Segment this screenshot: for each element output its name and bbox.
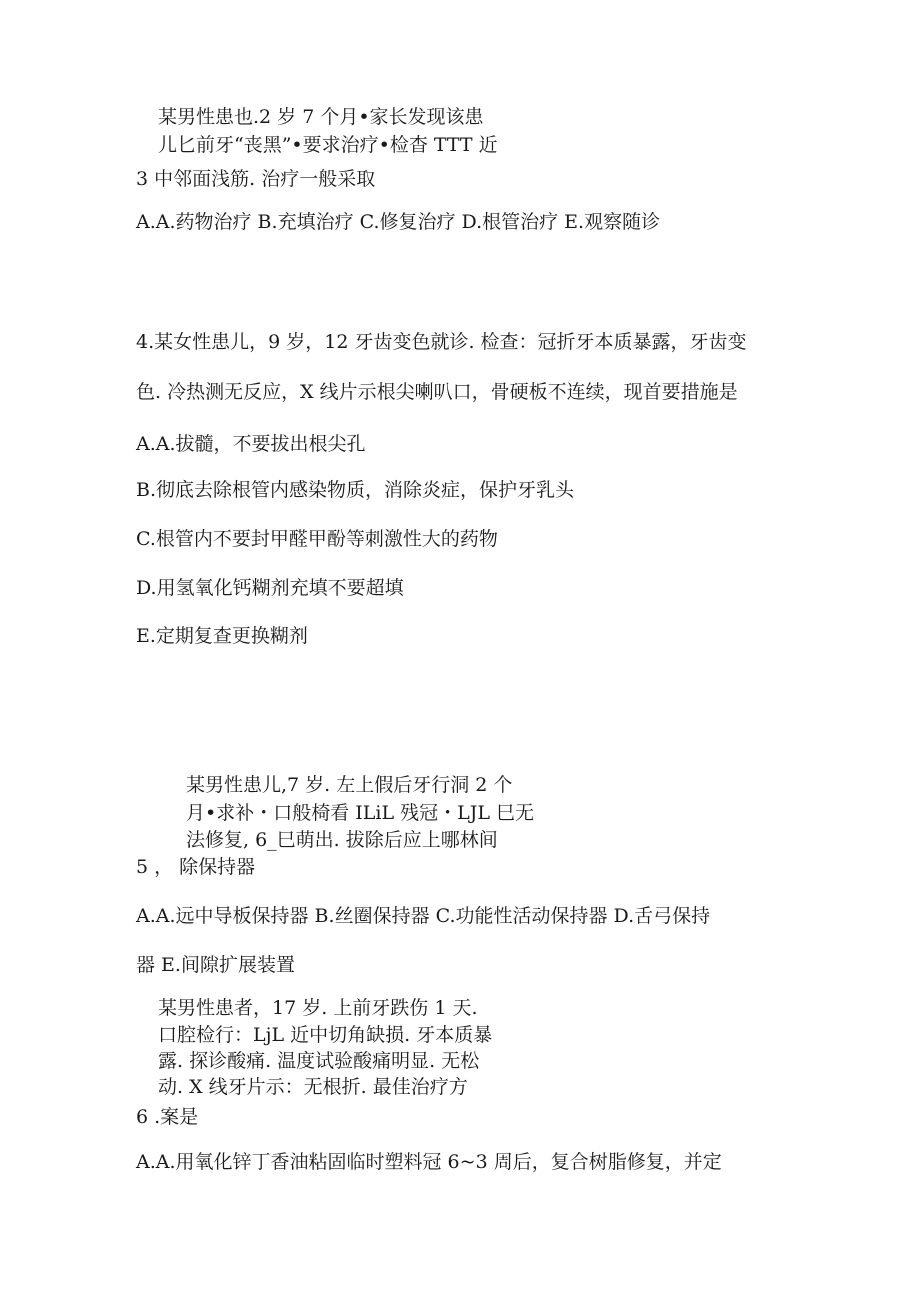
q4-option-c: C.根管内不要封甲醛甲酚等刺激性大的药物	[136, 528, 498, 550]
q3-stem-line1: 某男性患也.2 岁 7 个月•家长发现该患	[158, 106, 484, 128]
q5-options-line1: A.A.远中导板保持器 B.丝圈保持器 C.功能性活动保持器 D.舌弓保持	[136, 905, 711, 927]
q5-options-line2: 器 E.间隙扩展装置	[136, 954, 295, 976]
q6-stem-line1: 某男性患者，17 岁. 上前牙跌伤 1 天.	[158, 997, 478, 1019]
q6-stem-line3: 露. 探诊酸痛. 温度试验酸痛明显. 无松	[158, 1050, 480, 1072]
q6-option-a: A.A.用氧化锌丁香油粘固临时塑料冠 6~3 周后，复合树脂修复，并定	[136, 1151, 722, 1173]
q4-stem-line1: 4.某女性患儿，9 岁，12 牙齿变色就诊. 检查：冠折牙本质暴露，牙齿变	[136, 331, 747, 353]
q3-stem-line2: 儿匕前牙“丧黑”•要求治疗•检杳 TTT 近	[158, 134, 498, 156]
q5-stem-line3: 法修复, 6_巳萌出. 拔除后应上哪林间	[186, 829, 498, 851]
q5-stem-line1: 某男性患儿,7 岁. 左上假后牙行洞 2 个	[186, 774, 513, 796]
q4-stem-line2: 色. 冷热测无反应，X 线片示根尖喇叭口，骨硬板不连续，现首要措施是	[136, 381, 738, 403]
q3-options: A.A.药物治疗 B.充填治疗 C.修复治疗 D.根管治疗 E.观察随诊	[136, 211, 661, 233]
q6-stem-line4: 动. X 线牙片示：无根折. 最佳治疗方	[158, 1076, 468, 1098]
q5-stem-line2: 月•求补・口般椅看 ILiL 残冠・LJL 巳无	[186, 802, 534, 824]
q4-option-a: A.A.拔髓，不要拔出根尖孔	[136, 433, 366, 455]
q3-stem-line3: 3 中邻面浅筋. 治疗一般采取	[136, 168, 376, 190]
q4-option-b: B.彻底去除根管内感染物质，消除炎症，保护牙乳头	[136, 479, 575, 501]
q4-option-e: E.定期复查更换糊剂	[136, 625, 308, 647]
q4-option-d: D.用氢氧化钙糊剂充填不要超填	[136, 577, 404, 599]
q6-stem-line2: 口腔检行：LjL 近中切角缺损. 牙本质暴	[158, 1024, 493, 1046]
q6-stem-line5: 6 .案是	[136, 1106, 199, 1128]
q5-stem-line4: 5 ， 除保持器	[136, 856, 256, 878]
